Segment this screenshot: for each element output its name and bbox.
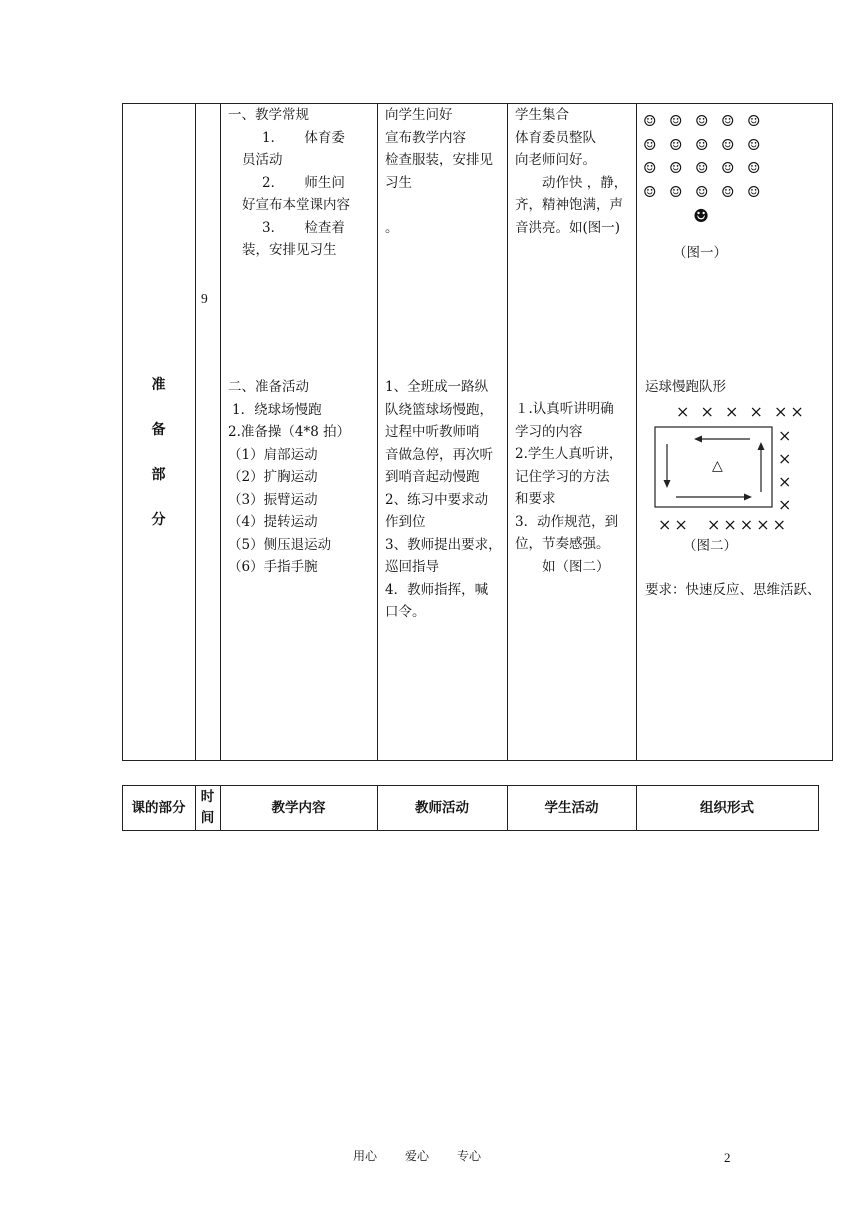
formation-row bbox=[643, 110, 783, 134]
content-line: （4）提转运动 bbox=[228, 514, 318, 530]
student-face-icon: ☺ bbox=[643, 135, 657, 154]
footer-text-1: 用心 bbox=[353, 1149, 378, 1163]
figure-two-caption: （图二） bbox=[683, 538, 737, 554]
teacher-line bbox=[385, 194, 493, 217]
teacher-line: 3、教师提出要求， bbox=[385, 536, 502, 553]
student-line: 记住学习的方法 bbox=[515, 468, 610, 485]
student-line: 如（图二） bbox=[515, 558, 610, 575]
x-mark-icon: × bbox=[774, 402, 791, 421]
time-value: 9 bbox=[201, 291, 208, 306]
teacher-line: 音做急停，再次听 bbox=[385, 446, 493, 463]
teacher-line: 2、练习中要求动 bbox=[385, 491, 489, 508]
header-time bbox=[195, 787, 220, 829]
teacher-line: 。 bbox=[385, 219, 399, 236]
student-face-icon: ☺ bbox=[695, 159, 709, 177]
content-line: 装，安排见习生 bbox=[242, 242, 337, 258]
formation-row bbox=[643, 157, 783, 181]
col-divider-2 bbox=[220, 103, 221, 761]
student-face-icon: ☺ bbox=[747, 182, 761, 201]
student-line: 体育委员整队 bbox=[515, 129, 596, 146]
x-mark-icon: × bbox=[676, 402, 693, 421]
student-face-icon: ☺ bbox=[669, 112, 683, 130]
section-label-char: 备 bbox=[151, 422, 166, 438]
student-line: 音洪亮。如(图一) bbox=[515, 219, 621, 236]
formation-row bbox=[643, 134, 783, 158]
student-line: 2.学生人真听讲， bbox=[515, 446, 623, 462]
x-mark-icon: × bbox=[778, 449, 792, 468]
x-mark-icon: × bbox=[700, 402, 717, 421]
header-top-border bbox=[122, 785, 819, 786]
student-line: 向老师问好。 bbox=[515, 152, 596, 168]
page-number: 2 bbox=[724, 1150, 731, 1165]
student-face-icon: ☺ bbox=[747, 135, 761, 154]
col-divider-3 bbox=[377, 103, 378, 761]
figure-one-caption: （图一） bbox=[673, 245, 727, 261]
teacher-line: 宣布教学内容 bbox=[385, 129, 466, 146]
arrow-right-icon bbox=[676, 494, 752, 501]
x-mark-icon: × bbox=[772, 515, 790, 534]
student-line: 动作快 ，静， bbox=[515, 174, 628, 191]
x-mark-icon: × bbox=[790, 402, 807, 421]
content-part2-title: 二、准备活动 bbox=[228, 379, 309, 395]
x-bottom-row bbox=[658, 514, 789, 537]
x-mark-icon: × bbox=[778, 495, 792, 514]
teacher-line: 检查服装，安排见 bbox=[385, 152, 493, 168]
teacher-line: 队绕篮球场慢跑， bbox=[385, 401, 493, 418]
teacher-line: 作到位 bbox=[385, 514, 426, 530]
student-face-icon: ☺ bbox=[643, 112, 657, 130]
teacher-line: 习生 bbox=[385, 174, 412, 191]
student-part1 bbox=[515, 104, 627, 239]
student-line: 学习的内容 bbox=[515, 423, 583, 440]
footer-text-2: 爱心 bbox=[405, 1149, 430, 1163]
teacher-line: 巡回指导 bbox=[385, 559, 439, 575]
x-mark-icon: × bbox=[706, 515, 724, 534]
student-face-icon: ☺ bbox=[721, 135, 735, 154]
col-divider-1 bbox=[195, 103, 196, 761]
student-line: 位，节奏感强。 bbox=[515, 536, 610, 552]
teacher-line: 到哨音起动慢跑 bbox=[385, 469, 480, 485]
teacher-part2 bbox=[385, 376, 502, 624]
figure-two-title: 运球慢跑队形 bbox=[645, 379, 726, 395]
x-top-row bbox=[676, 401, 807, 424]
header-right-border bbox=[818, 785, 819, 831]
student-face-icon: ☺ bbox=[695, 112, 709, 130]
section-label bbox=[122, 363, 195, 543]
header-time-char: 间 bbox=[200, 810, 215, 826]
student-face-icon: ☺ bbox=[643, 159, 657, 177]
content-line: 3． 检查着 bbox=[262, 219, 345, 236]
x-mark-icon: × bbox=[674, 515, 691, 534]
x-mark-icon: × bbox=[723, 515, 740, 534]
student-face-icon: ☺ bbox=[721, 159, 735, 177]
figure-one bbox=[643, 110, 783, 261]
arrow-left-icon bbox=[694, 436, 750, 443]
content-part1-title: 一、教学常规 bbox=[228, 107, 309, 123]
x-right-column bbox=[778, 424, 791, 516]
student-line: 3．动作规范，到 bbox=[515, 513, 619, 530]
teacher-line: 口令。 bbox=[385, 604, 426, 620]
formation-row bbox=[643, 181, 783, 205]
col-divider-4 bbox=[507, 103, 508, 761]
student-face-icon: ☺ bbox=[721, 112, 735, 130]
table-right-border bbox=[832, 103, 833, 761]
x-mark-icon: × bbox=[658, 515, 675, 534]
section-label-char: 部 bbox=[151, 467, 166, 483]
student-face-icon: ☺ bbox=[669, 135, 683, 154]
header-teacher: 教师活动 bbox=[415, 800, 469, 816]
x-mark-icon: × bbox=[778, 426, 792, 445]
header-organization: 组织形式 bbox=[700, 800, 754, 816]
content-line: 好宣布本堂课内容 bbox=[242, 197, 350, 213]
teacher-face-icon: ☻ bbox=[693, 206, 710, 227]
student-face-icon: ☺ bbox=[747, 159, 761, 177]
content-line: （5）侧压退运动 bbox=[228, 536, 332, 553]
student-part2 bbox=[515, 398, 622, 578]
student-face-icon: ☺ bbox=[669, 182, 683, 201]
teacher-line: 过程中听教师哨 bbox=[385, 424, 480, 440]
x-mark-icon: × bbox=[749, 402, 766, 421]
student-line: １.认真听讲明确 bbox=[515, 401, 614, 417]
footer-text-3: 专心 bbox=[457, 1149, 482, 1163]
content-line: 员活动 bbox=[242, 152, 283, 168]
arrow-down-icon bbox=[664, 444, 671, 488]
student-face-icon: ☺ bbox=[643, 182, 657, 201]
student-face-icon: ☺ bbox=[721, 182, 735, 201]
content-line: （1）肩部运动 bbox=[228, 446, 318, 463]
content-part2 bbox=[228, 376, 350, 579]
x-mark-icon: × bbox=[778, 472, 792, 491]
section-label-char: 分 bbox=[151, 512, 166, 528]
content-line: 1． 体育委 bbox=[262, 129, 345, 146]
arrow-up-icon bbox=[758, 442, 765, 492]
col-divider-5 bbox=[636, 103, 637, 761]
student-line: 学生集合 bbox=[515, 107, 569, 123]
content-line: （6）手指手腕 bbox=[228, 559, 318, 575]
teacher-line: 向学生问好 bbox=[385, 107, 453, 123]
student-face-icon: ☺ bbox=[669, 159, 683, 177]
content-line: 1．绕球场慢跑 bbox=[232, 401, 322, 418]
x-mark-icon: × bbox=[739, 515, 757, 534]
teacher-part1 bbox=[385, 104, 493, 239]
header-time-char: 时 bbox=[200, 789, 215, 805]
student-line: 齐，精神饱满，声 bbox=[515, 197, 623, 213]
student-face-icon: ☺ bbox=[747, 112, 761, 130]
section-label-char: 准 bbox=[151, 377, 166, 393]
content-part1 bbox=[228, 104, 350, 262]
table-bottom-border bbox=[122, 760, 833, 761]
content-line: （2）扩胸运动 bbox=[228, 469, 318, 485]
header-bottom-border bbox=[122, 830, 819, 831]
content-line: 2.准备操（4*8 拍） bbox=[228, 424, 351, 440]
student-face-icon: ☺ bbox=[695, 182, 709, 201]
teacher-line: 4．教师指挥，喊 bbox=[385, 581, 489, 598]
student-line: 和要求 bbox=[515, 491, 556, 507]
header-content: 教学内容 bbox=[271, 800, 326, 816]
teacher-line: 1、全班成一路纵 bbox=[385, 379, 489, 395]
student-formation-grid bbox=[643, 110, 783, 204]
header-student: 学生活动 bbox=[544, 800, 599, 816]
header-section: 课的部分 bbox=[131, 800, 186, 816]
triangle-icon: △ bbox=[712, 458, 723, 474]
student-face-icon: ☺ bbox=[695, 135, 709, 154]
x-mark-icon: × bbox=[725, 402, 742, 421]
content-line: 2． 师生问 bbox=[262, 174, 345, 191]
x-mark-icon: × bbox=[756, 515, 773, 534]
requirement-text: 要求：快速反应、思维活跃、 bbox=[645, 582, 821, 598]
content-line: （3）振臂运动 bbox=[228, 491, 318, 508]
